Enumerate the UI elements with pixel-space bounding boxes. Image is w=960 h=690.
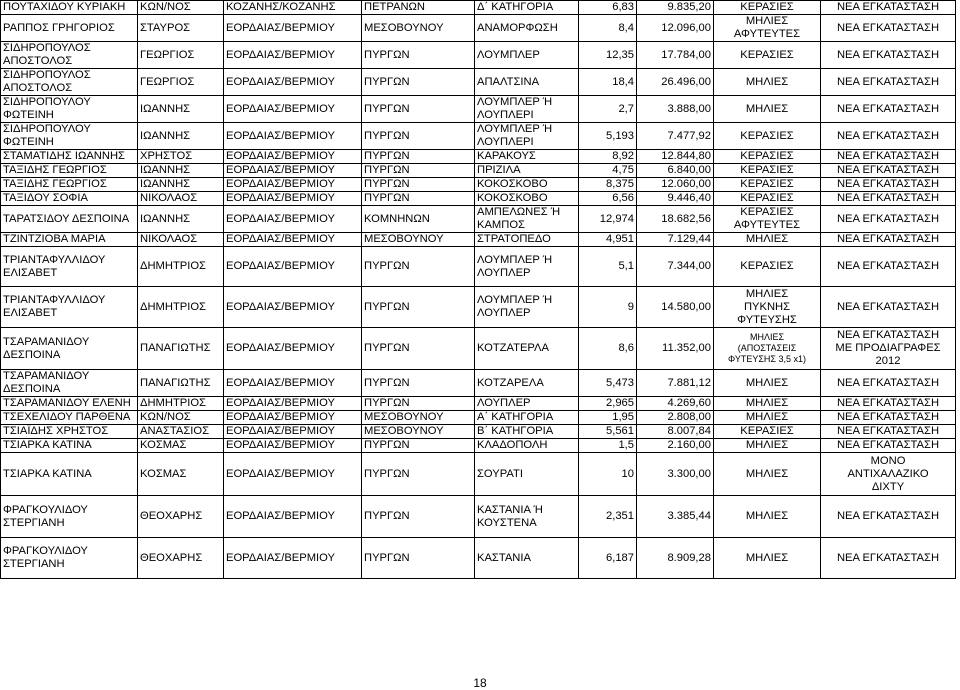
table-row: [1, 425, 956, 439]
cell-local-community: ΠΥΡΓΩΝ: [362, 247, 475, 287]
table-row: [1, 370, 956, 397]
cell-owner-name: ΤΡΙΑΝΤΑΦΥΛΛΙΔΟΥ ΕΛΙΣΑΒΕΤ: [1, 287, 138, 328]
cell-crop: ΚΕΡΑΣΙΕΣ: [714, 164, 821, 178]
cell-amount: 7.344,00: [637, 247, 714, 287]
cell-owner-name: ΣΤΑΜΑΤΙΔΗΣ ΙΩΑΝΝΗΣ: [1, 150, 138, 164]
cell-installation-type: ΝΕΑ ΕΓΚΑΤΑΣΤΑΣΗ: [821, 538, 956, 579]
cell-location: Δ΄ ΚΑΤΗΓΟΡΙΑ: [475, 1, 579, 15]
cell-amount: 3.888,00: [637, 96, 714, 123]
cell-owner-name: ΤΑΡΑΤΣΙΔΟΥ ΔΕΣΠΟΙΝΑ: [1, 206, 138, 233]
cell-municipality: ΕΟΡΔΑΙΑΣ/ΒΕΡΜΙΟΥ: [224, 411, 362, 425]
cell-owner-name: ΣΙΔΗΡΟΠΟΥΛΟΣ ΑΠΟΣΤΟΛΟΣ: [1, 69, 138, 96]
cell-father-name: ΝΙΚΟΛΑΟΣ: [138, 233, 224, 247]
cell-owner-name: ΦΡΑΓΚΟΥΛΙΔΟΥ ΣΤΕΡΓΙΑΝΗ: [1, 496, 138, 538]
cell-crop: ΜΗΛΙΕΣ: [714, 69, 821, 96]
cell-installation-type: ΝΕΑ ΕΓΚΑΤΑΣΤΑΣΗ: [821, 1, 956, 15]
cell-father-name: ΔΗΜΗΤΡΙΟΣ: [138, 287, 224, 328]
cell-location: ΠΡΙΖΙΛΑ: [475, 164, 579, 178]
table-row: [1, 328, 956, 370]
cell-crop: ΜΗΛΙΕΣ: [714, 453, 821, 496]
cell-owner-name: ΤΡΙΑΝΤΑΦΥΛΛΙΔΟΥ ΕΛΙΣΑΒΕΤ: [1, 247, 138, 287]
cell-crop: ΚΕΡΑΣΙΕΣ: [714, 178, 821, 192]
cell-amount: 12.096,00: [637, 15, 714, 42]
cell-installation-type: ΝΕΑ ΕΓΚΑΤΑΣΤΑΣΗ: [821, 247, 956, 287]
cell-location: ΑΝΑΜΟΡΦΩΣΗ: [475, 15, 579, 42]
table-row: [1, 150, 956, 164]
cell-amount: 12.060,00: [637, 178, 714, 192]
cell-municipality: ΕΟΡΔΑΙΑΣ/ΒΕΡΜΙΟΥ: [224, 496, 362, 538]
cell-father-name: ΘΕΟΧΑΡΗΣ: [138, 496, 224, 538]
cell-area: 8,375: [579, 178, 637, 192]
cell-amount: 8.909,28: [637, 538, 714, 579]
cell-installation-type: ΝΕΑ ΕΓΚΑΤΑΣΤΑΣΗ: [821, 287, 956, 328]
cell-owner-name: ΤΑΞΙΔΗΣ ΓΕΩΡΓΙΟΣ: [1, 178, 138, 192]
cell-owner-name: ΡΑΠΠΟΣ ΓΡΗΓΟΡΙΟΣ: [1, 15, 138, 42]
cell-area: 12,35: [579, 42, 637, 69]
cell-area: 2,965: [579, 397, 637, 411]
cell-municipality: ΕΟΡΔΑΙΑΣ/ΒΕΡΜΙΟΥ: [224, 439, 362, 453]
cell-amount: 9.835,20: [637, 1, 714, 15]
table-row: [1, 15, 956, 42]
cell-municipality: ΕΟΡΔΑΙΑΣ/ΒΕΡΜΙΟΥ: [224, 287, 362, 328]
cell-amount: 6.840,00: [637, 164, 714, 178]
cell-owner-name: ΤΣΙΑΡΚΑ ΚΑΤΙΝΑ: [1, 439, 138, 453]
cell-installation-type: ΝΕΑ ΕΓΚΑΤΑΣΤΑΣΗ: [821, 15, 956, 42]
cell-area: 10: [579, 453, 637, 496]
cell-installation-type: ΝΕΑ ΕΓΚΑΤΑΣΤΑΣΗ: [821, 178, 956, 192]
cell-installation-type: ΝΕΑ ΕΓΚΑΤΑΣΤΑΣΗ: [821, 496, 956, 538]
table-row: [1, 96, 956, 123]
table-row: [1, 233, 956, 247]
cell-father-name: ΓΕΩΡΓΙΟΣ: [138, 42, 224, 69]
cell-installation-type: ΝΕΑ ΕΓΚΑΤΑΣΤΑΣΗ: [821, 150, 956, 164]
cell-installation-type: ΝΕΑ ΕΓΚΑΤΑΣΤΑΣΗ: [821, 439, 956, 453]
cell-installation-type: ΝΕΑ ΕΓΚΑΤΑΣΤΑΣΗ: [821, 69, 956, 96]
cell-municipality: ΕΟΡΔΑΙΑΣ/ΒΕΡΜΙΟΥ: [224, 538, 362, 579]
cell-amount: 4.269,60: [637, 397, 714, 411]
cell-location: ΑΜΠΕΛΩΝΕΣ Ή ΚΑΜΠΟΣ: [475, 206, 579, 233]
cell-local-community: ΜΕΣΟΒΟΥΝΟΥ: [362, 233, 475, 247]
cell-crop: ΜΗΛΙΕΣ: [714, 233, 821, 247]
cell-crop: ΚΕΡΑΣΙΕΣ: [714, 123, 821, 150]
cell-installation-type: ΝΕΑ ΕΓΚΑΤΑΣΤΑΣΗ: [821, 411, 956, 425]
cell-owner-name: ΣΙΔΗΡΟΠΟΥΛΟΥ ΦΩΤΕΙΝΗ: [1, 96, 138, 123]
cell-location: ΚΟΤΖΑΡΕΛΑ: [475, 370, 579, 397]
cell-municipality: ΕΟΡΔΑΙΑΣ/ΒΕΡΜΙΟΥ: [224, 69, 362, 96]
cell-location: Β΄ ΚΑΤΗΓΟΡΙΑ: [475, 425, 579, 439]
cell-crop: ΜΗΛΙΕΣ ΑΦΥΤΕΥΤΕΣ: [714, 15, 821, 42]
cell-area: 8,6: [579, 328, 637, 370]
cell-amount: 2.160,00: [637, 439, 714, 453]
cell-installation-type: ΝΕΑ ΕΓΚΑΤΑΣΤΑΣΗ: [821, 96, 956, 123]
cell-location: ΛΟΥΜΠΛΕΡ Ή ΛΟΥΠΛΕΡ: [475, 247, 579, 287]
cell-father-name: ΚΟΣΜΑΣ: [138, 453, 224, 496]
cell-installation-type: ΝΕΑ ΕΓΚΑΤΑΣΤΑΣΗ: [821, 206, 956, 233]
cell-installation-type: ΝΕΑ ΕΓΚΑΤΑΣΤΑΣΗ: [821, 425, 956, 439]
cell-location: ΛΟΥΠΛΕΡ: [475, 397, 579, 411]
cell-municipality: ΕΟΡΔΑΙΑΣ/ΒΕΡΜΙΟΥ: [224, 164, 362, 178]
cell-municipality: ΕΟΡΔΑΙΑΣ/ΒΕΡΜΙΟΥ: [224, 247, 362, 287]
cell-owner-name: ΠΟΥΤΑΧΙΔΟΥ ΚΥΡΙΑΚΗ: [1, 1, 138, 15]
table-row: [1, 164, 956, 178]
cell-father-name: ΔΗΜΗΤΡΙΟΣ: [138, 247, 224, 287]
cell-father-name: ΝΙΚΟΛΑΟΣ: [138, 192, 224, 206]
cell-owner-name: ΤΑΞΙΔΟΥ ΣΟΦΙΑ: [1, 192, 138, 206]
cell-local-community: ΠΥΡΓΩΝ: [362, 370, 475, 397]
cell-area: 5,193: [579, 123, 637, 150]
cell-local-community: ΠΥΡΓΩΝ: [362, 439, 475, 453]
cell-local-community: ΠΥΡΓΩΝ: [362, 328, 475, 370]
cell-local-community: ΠΥΡΓΩΝ: [362, 496, 475, 538]
table-row: [1, 538, 956, 579]
table-row: [1, 247, 956, 287]
cell-local-community: ΠΕΤΡΑΝΩΝ: [362, 1, 475, 15]
cell-location: ΚΑΣΤΑΝΙΑ: [475, 538, 579, 579]
cell-area: 2,7: [579, 96, 637, 123]
cell-amount: 7.881,12: [637, 370, 714, 397]
cell-father-name: ΚΟΣΜΑΣ: [138, 439, 224, 453]
cell-municipality: ΕΟΡΔΑΙΑΣ/ΒΕΡΜΙΟΥ: [224, 328, 362, 370]
cell-location: ΣΟΥΡΑΤΙ: [475, 453, 579, 496]
cell-owner-name: ΤΖΙΝΤΖΙΟΒΑ ΜΑΡΙΑ: [1, 233, 138, 247]
cell-location: ΑΠΑΛΤΣΙΝΑ: [475, 69, 579, 96]
cell-crop: ΜΗΛΙΕΣ: [714, 538, 821, 579]
cell-father-name: ΘΕΟΧΑΡΗΣ: [138, 538, 224, 579]
cell-municipality: ΚΟΖΑΝΗΣ/ΚΟΖΑΝΗΣ: [224, 1, 362, 15]
cell-location: Α΄ ΚΑΤΗΓΟΡΙΑ: [475, 411, 579, 425]
cell-local-community: ΜΕΣΟΒΟΥΝΟΥ: [362, 425, 475, 439]
cell-location: ΚΟΚΟΣΚΟΒΟ: [475, 192, 579, 206]
cell-crop: ΚΕΡΑΣΙΕΣ: [714, 150, 821, 164]
table-row: [1, 178, 956, 192]
cell-area: 5,561: [579, 425, 637, 439]
cell-father-name: ΓΕΩΡΓΙΟΣ: [138, 69, 224, 96]
cell-installation-type: ΝΕΑ ΕΓΚΑΤΑΣΤΑΣΗ: [821, 164, 956, 178]
cell-father-name: ΚΩΝ/ΝΟΣ: [138, 411, 224, 425]
cell-amount: 2.808,00: [637, 411, 714, 425]
cell-father-name: ΚΩΝ/ΝΟΣ: [138, 1, 224, 15]
cell-crop: ΜΗΛΙΕΣ: [714, 411, 821, 425]
cell-area: 9: [579, 287, 637, 328]
cell-father-name: ΙΩΑΝΝΗΣ: [138, 123, 224, 150]
cell-crop: ΚΕΡΑΣΙΕΣ: [714, 192, 821, 206]
cell-area: 4,75: [579, 164, 637, 178]
table-row: [1, 287, 956, 328]
cell-area: 6,56: [579, 192, 637, 206]
cell-local-community: ΠΥΡΓΩΝ: [362, 538, 475, 579]
cell-local-community: ΠΥΡΓΩΝ: [362, 287, 475, 328]
cell-father-name: ΙΩΑΝΝΗΣ: [138, 164, 224, 178]
cell-crop: ΜΗΛΙΕΣ: [714, 439, 821, 453]
cell-owner-name: ΤΣΙΑΪΔΗΣ ΧΡΗΣΤΟΣ: [1, 425, 138, 439]
cell-owner-name: ΤΣΕΧΕΛΙΔΟΥ ΠΑΡΘΕΝΑ: [1, 411, 138, 425]
cell-amount: 11.352,00: [637, 328, 714, 370]
cell-installation-type: ΝΕΑ ΕΓΚΑΤΑΣΤΑΣΗ: [821, 123, 956, 150]
cell-local-community: ΠΥΡΓΩΝ: [362, 164, 475, 178]
cell-owner-name: ΣΙΔΗΡΟΠΟΥΛΟΣ ΑΠΟΣΤΟΛΟΣ: [1, 42, 138, 69]
cell-crop: ΜΗΛΙΕΣ: [714, 397, 821, 411]
cell-area: 5,473: [579, 370, 637, 397]
cell-crop: ΜΗΛΙΕΣ ΠΥΚΝΗΣ ΦΥΤΕΥΣΗΣ: [714, 287, 821, 328]
table-row: [1, 496, 956, 538]
cell-municipality: ΕΟΡΔΑΙΑΣ/ΒΕΡΜΙΟΥ: [224, 370, 362, 397]
cell-installation-type: ΝΕΑ ΕΓΚΑΤΑΣΤΑΣΗ: [821, 397, 956, 411]
table-row: [1, 123, 956, 150]
cell-amount: 8.007,84: [637, 425, 714, 439]
cell-crop: ΚΕΡΑΣΙΕΣ ΑΦΥΤΕΥΤΕΣ: [714, 206, 821, 233]
cell-location: ΚΟΚΟΣΚΟΒΟ: [475, 178, 579, 192]
cell-municipality: ΕΟΡΔΑΙΑΣ/ΒΕΡΜΙΟΥ: [224, 192, 362, 206]
cell-father-name: ΙΩΑΝΝΗΣ: [138, 206, 224, 233]
cell-father-name: ΧΡΗΣΤΟΣ: [138, 150, 224, 164]
cell-installation-type: ΝΕΑ ΕΓΚΑΤΑΣΤΑΣΗ: [821, 233, 956, 247]
cell-area: 1,5: [579, 439, 637, 453]
table-row: [1, 411, 956, 425]
table-body: [1, 1, 956, 579]
cell-local-community: ΠΥΡΓΩΝ: [362, 397, 475, 411]
cell-location: ΛΟΥΜΠΛΕΡ Ή ΛΟΥΠΛΕΡ: [475, 287, 579, 328]
cell-father-name: ΙΩΑΝΝΗΣ: [138, 178, 224, 192]
page-number: 18: [473, 676, 487, 690]
cell-father-name: ΑΝΑΣΤΑΣΙΟΣ: [138, 425, 224, 439]
cell-amount: 3.300,00: [637, 453, 714, 496]
cell-area: 18,4: [579, 69, 637, 96]
cell-father-name: ΙΩΑΝΝΗΣ: [138, 96, 224, 123]
cell-father-name: ΠΑΝΑΓΙΩΤΗΣ: [138, 370, 224, 397]
cell-amount: 26.496,00: [637, 69, 714, 96]
cell-amount: 17.784,00: [637, 42, 714, 69]
table-row: [1, 192, 956, 206]
cell-local-community: ΠΥΡΓΩΝ: [362, 42, 475, 69]
cell-municipality: ΕΟΡΔΑΙΑΣ/ΒΕΡΜΙΟΥ: [224, 96, 362, 123]
cell-location: ΚΟΤΖΑΤΕΡΛΑ: [475, 328, 579, 370]
cell-area: 8,4: [579, 15, 637, 42]
table-row: [1, 453, 956, 496]
cell-installation-type: ΝΕΑ ΕΓΚΑΤΑΣΤΑΣΗ: [821, 370, 956, 397]
cell-owner-name: ΦΡΑΓΚΟΥΛΙΔΟΥ ΣΤΕΡΓΙΑΝΗ: [1, 538, 138, 579]
cell-father-name: ΔΗΜΗΤΡΙΟΣ: [138, 397, 224, 411]
cell-local-community: ΠΥΡΓΩΝ: [362, 123, 475, 150]
cell-amount: 12.844,80: [637, 150, 714, 164]
cell-father-name: ΠΑΝΑΓΙΩΤΗΣ: [138, 328, 224, 370]
cell-owner-name: ΤΣΑΡΑΜΑΝΙΔΟΥ ΔΕΣΠΟΙΝΑ: [1, 370, 138, 397]
cell-location: ΚΑΡΑΚΟΥΣ: [475, 150, 579, 164]
cell-father-name: ΣΤΑΥΡΟΣ: [138, 15, 224, 42]
cell-location: ΛΟΥΜΠΛΕΡ Ή ΛΟΥΠΛΕΡΙ: [475, 96, 579, 123]
cell-area: 1,95: [579, 411, 637, 425]
cell-amount: 9.446,40: [637, 192, 714, 206]
cell-area: 2,351: [579, 496, 637, 538]
cell-amount: 14.580,00: [637, 287, 714, 328]
cell-local-community: ΠΥΡΓΩΝ: [362, 178, 475, 192]
cell-municipality: ΕΟΡΔΑΙΑΣ/ΒΕΡΜΙΟΥ: [224, 397, 362, 411]
cell-owner-name: ΤΑΞΙΔΗΣ ΓΕΩΡΓΙΟΣ: [1, 164, 138, 178]
table-row: [1, 42, 956, 69]
cell-owner-name: ΤΣΑΡΑΜΑΝΙΔΟΥ ΕΛΕΝΗ: [1, 397, 138, 411]
cell-local-community: ΠΥΡΓΩΝ: [362, 192, 475, 206]
cell-owner-name: ΣΙΔΗΡΟΠΟΥΛΟΥ ΦΩΤΕΙΝΗ: [1, 123, 138, 150]
cell-municipality: ΕΟΡΔΑΙΑΣ/ΒΕΡΜΙΟΥ: [224, 233, 362, 247]
cell-local-community: ΠΥΡΓΩΝ: [362, 69, 475, 96]
cell-amount: 7.477,92: [637, 123, 714, 150]
cell-local-community: ΜΕΣΟΒΟΥΝΟΥ: [362, 411, 475, 425]
cell-installation-type: ΝΕΑ ΕΓΚΑΤΑΣΤΑΣΗ: [821, 42, 956, 69]
cell-crop: ΜΗΛΙΕΣ (ΑΠΟΣΤΑΣΕΙΣ ΦΥΤΕΥΣΗΣ 3,5 x1): [714, 328, 821, 370]
cell-municipality: ΕΟΡΔΑΙΑΣ/ΒΕΡΜΙΟΥ: [224, 15, 362, 42]
cell-location: ΣΤΡΑΤΟΠΕΔΟ: [475, 233, 579, 247]
cell-municipality: ΕΟΡΔΑΙΑΣ/ΒΕΡΜΙΟΥ: [224, 425, 362, 439]
cell-owner-name: ΤΣΑΡΑΜΑΝΙΔΟΥ ΔΕΣΠΟΙΝΑ: [1, 328, 138, 370]
table-row: [1, 397, 956, 411]
cell-owner-name: ΤΣΙΑΡΚΑ ΚΑΤΙΝΑ: [1, 453, 138, 496]
table-row: [1, 439, 956, 453]
cell-local-community: ΠΥΡΓΩΝ: [362, 453, 475, 496]
cell-municipality: ΕΟΡΔΑΙΑΣ/ΒΕΡΜΙΟΥ: [224, 42, 362, 69]
cell-amount: 18.682,56: [637, 206, 714, 233]
cell-crop: ΚΕΡΑΣΙΕΣ: [714, 425, 821, 439]
cell-installation-type: ΝΕΑ ΕΓΚΑΤΑΣΤΑΣΗ ΜΕ ΠΡΟΔΙΑΓΡΑΦΕΣ 2012: [821, 328, 956, 370]
cell-area: 8,92: [579, 150, 637, 164]
cell-municipality: ΕΟΡΔΑΙΑΣ/ΒΕΡΜΙΟΥ: [224, 453, 362, 496]
table-row: [1, 69, 956, 96]
cell-crop: ΚΕΡΑΣΙΕΣ: [714, 247, 821, 287]
table-row: [1, 1, 956, 15]
cell-local-community: ΜΕΣΟΒΟΥΝΟΥ: [362, 15, 475, 42]
cell-location: ΚΛΑΔΟΠΟΛΗ: [475, 439, 579, 453]
cell-area: 4,951: [579, 233, 637, 247]
cell-location: ΚΑΣΤΑΝΙΑ Ή ΚΟΥΣΤΕΝΑ: [475, 496, 579, 538]
cell-location: ΛΟΥΜΠΛΕΡ: [475, 42, 579, 69]
cell-crop: ΜΗΛΙΕΣ: [714, 496, 821, 538]
cell-local-community: ΚΟΜΝΗΝΩΝ: [362, 206, 475, 233]
cell-crop: ΚΕΡΑΣΙΕΣ: [714, 42, 821, 69]
cell-crop: ΜΗΛΙΕΣ: [714, 96, 821, 123]
cell-area: 12,974: [579, 206, 637, 233]
cell-installation-type: ΝΕΑ ΕΓΚΑΤΑΣΤΑΣΗ: [821, 192, 956, 206]
table-row: [1, 206, 956, 233]
cell-installation-type: ΜΟΝΟ ΑΝΤΙΧΑΛΑΖΙΚΟ ΔΙΧΤΥ: [821, 453, 956, 496]
cell-area: 6,187: [579, 538, 637, 579]
cell-local-community: ΠΥΡΓΩΝ: [362, 96, 475, 123]
cell-amount: 7.129,44: [637, 233, 714, 247]
cell-municipality: ΕΟΡΔΑΙΑΣ/ΒΕΡΜΙΟΥ: [224, 206, 362, 233]
cell-amount: 3.385,44: [637, 496, 714, 538]
cell-crop: ΚΕΡΑΣΙΕΣ: [714, 1, 821, 15]
cell-crop: ΜΗΛΙΕΣ: [714, 370, 821, 397]
cell-area: 5,1: [579, 247, 637, 287]
cell-municipality: ΕΟΡΔΑΙΑΣ/ΒΕΡΜΙΟΥ: [224, 123, 362, 150]
cell-area: 6,83: [579, 1, 637, 15]
cell-local-community: ΠΥΡΓΩΝ: [362, 150, 475, 164]
cell-municipality: ΕΟΡΔΑΙΑΣ/ΒΕΡΜΙΟΥ: [224, 178, 362, 192]
cell-municipality: ΕΟΡΔΑΙΑΣ/ΒΕΡΜΙΟΥ: [224, 150, 362, 164]
cell-location: ΛΟΥΜΠΛΕΡ Ή ΛΟΥΠΛΕΡΙ: [475, 123, 579, 150]
